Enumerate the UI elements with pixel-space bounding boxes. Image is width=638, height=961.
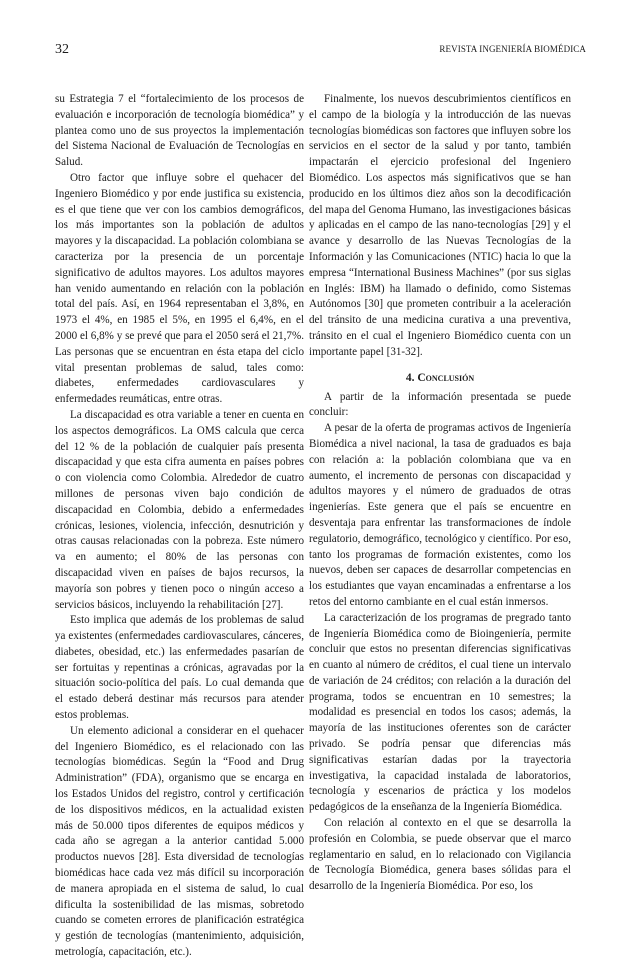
paragraph: Esto implica que además de los problemas de salud ya existentes (enfermedades cardiovasculares, cánceres, diabetes, obesidad, etc.) las enfermedades pasarían de ser fortuitas y repentinas a crónicas, agravadas por la situación socio-política del país. Lo cual demanda que el estado deberá destinar más recursos para atender estos problemas. xyxy=(55,614,304,722)
paragraph: su Estrategia 7 el “fortalecimiento de los procesos de evaluación e incorporación de tecnología biomédica” y plantea como uno de sus proyectos la implementación del Sistema Nacional de Evaluación de Tecnologías en Salud. xyxy=(55,93,304,169)
left-column xyxy=(55,92,304,961)
page-number: 32 xyxy=(55,42,69,57)
paragraph: A pesar de la oferta de programas activos de Ingeniería Biomédica a nivel nacional, la tasa de graduados es baja con relación a: la población colombiana que va en aumento, el incremento de personas con discapacidad y adultos mayores y el número de graduados de otras ingenierías. Este genera que el país se encuentre en desventaja para enfrentar las transformaciones de índole regulatorio, demográfico, tecnológico y científico. Por eso, tanto los programas de formación existentes, como los nuevos, deben ser capaces de desarrollar competencias en los estudiantes que vayan encaminadas a enfrentarse a los retos del entorno cambiante en el cual están inmersos. xyxy=(309,422,571,608)
paragraph: Otro factor que influye sobre el quehacer del Ingeniero Biomédico y por ende justifica su existencia, es el que tiene que ver con los cambios demográficos, los más importantes son la población de adultos mayores y la discapacidad. La población colombiana se caracteriza por la presencia de un porcentaje significativo de adultos mayores. Los adultos mayores han venido aumentando en relación con la población total del país. Así, en 1964 representaban el 3,8%, en 1973 el 4%, en 1985 el 5%, en 1995 el 6,4%, en el 2000 el 6,8% y se prevé que para el 2050 será el 21,7%. Las personas que se encuentran en ésta etapa del ciclo vital presentan problemas de salud, tales como: diabetes, enfermedades cardiovasculares y enfermedades reumáticas, entre otras. xyxy=(55,171,304,406)
paragraph: Finalmente, los nuevos descubrimientos científicos en el campo de la biología y la introducción de las nuevas tecnologías biomédicas son factores que influyen sobre los servicios en el sector de la salud y por tanto, también impactarán el ejercicio profesional del Ingeniero Biomédico. Los aspectos más significativos que se han producido en los últimos diez años son la decodificación del mapa del Genoma Humano, las investigaciones básicas y aplicadas en el campo de las nano-tecnologías [29] y el avance y desarrollo de las Nuevas Tecnologías de la Información y las Comunicaciones (NTIC) hacia lo que la empresa “International Business Machines” (por sus siglas en Inglés: IBM) ha llamado o definido, como Sistemas Autónomos [30] que prometen contribuir a la aceleración del tránsito de una medicina curativa a una preventiva, tránsito en el cual el Ingeniero Biomédico cuenta con un importante papel [31-32]. xyxy=(309,93,571,358)
paragraph: Con relación al contexto en el que se desarrolla la profesión en Colombia, se puede observar que el marco reglamentario en salud, en lo relacionado con Vigilancia de Tecnología Biomédica, genera bases sólidas para el desarrollo de la Ingeniería Biomédica. Por eso, los xyxy=(309,817,571,893)
paragraph: La discapacidad es otra variable a tener en cuenta en los aspectos demográficos. La OMS calcula que cerca del 12 % de la población de cualquier país presenta discapacidad y que esta cifra aumenta en países pobres o con violencia como Colombia. Alrededor de cuatro millones de personas viven bajo condición de discapacidad en Colombia, debido a enfermedades crónicas, lesiones, violencia, infección, desnutrición y otras causas relacionadas con la pobreza. Este número va en aumento; el 80% de las personas con discapacidad viven en países de bajos recursos, la mayoría son pobres y tienen poco o ningún acceso a servicios básicos, incluyendo la rehabilitación [27]. xyxy=(55,408,304,611)
section-heading: 4. Conclusión xyxy=(405,371,475,384)
paragraph: Un elemento adicional a considerar en el quehacer del Ingeniero Biomédico, es el relacionado con las tecnologías biomédicas. Según la “Food and Drug Administration” (FDA), organismo que se encarga en los Estados Unidos del registro, control y certificación de los dispositivos médicos, en la actualidad existen más de 50.000 tipos diferentes de equipos médicos y cada año se agregan a la anterior cantidad 5.000 productos nuevos [28]. Esta diversidad de tecnologías biomédicas hace cada vez más difícil su incorporación de manera apropiada en el sistema de salud, lo cual dificulta la sostenibilidad de las mismas, sobretodo cuando se cometen errores de planificación estratégica y gestión de tecnologías (mantenimiento, adquisición, metrología, capacitación, etc.). xyxy=(55,724,304,959)
paragraph: A partir de la información presentada se puede concluir: xyxy=(309,390,571,419)
page-header xyxy=(55,42,586,62)
paragraph: La caracterización de los programas de pregrado tanto de Ingeniería Biomédica como de Bioingeniería, permite concluir que estos no presentan diferencias significativas en cuanto al número de créditos, el cual tiene un intervalo de variación de 24 créditos; con relación a la duración del programa, todos se encuentran en 10 semestres; la modalidad es presencial en todos los casos; además, la mayoría de las instituciones oferentes son de carácter privado. Se podría pensar que diferencias más significativas estarían dadas por la trayectoria investigativa, la capacidad instalada de laboratorios, tecnología y escenarios de práctica y los modelos pedagógicos de la enseñanza de la Ingeniería Biomédica. xyxy=(309,611,571,814)
journal-name: REVISTA INGENIERÍA BIOMÉDICA xyxy=(439,44,586,54)
right-column xyxy=(309,92,571,895)
